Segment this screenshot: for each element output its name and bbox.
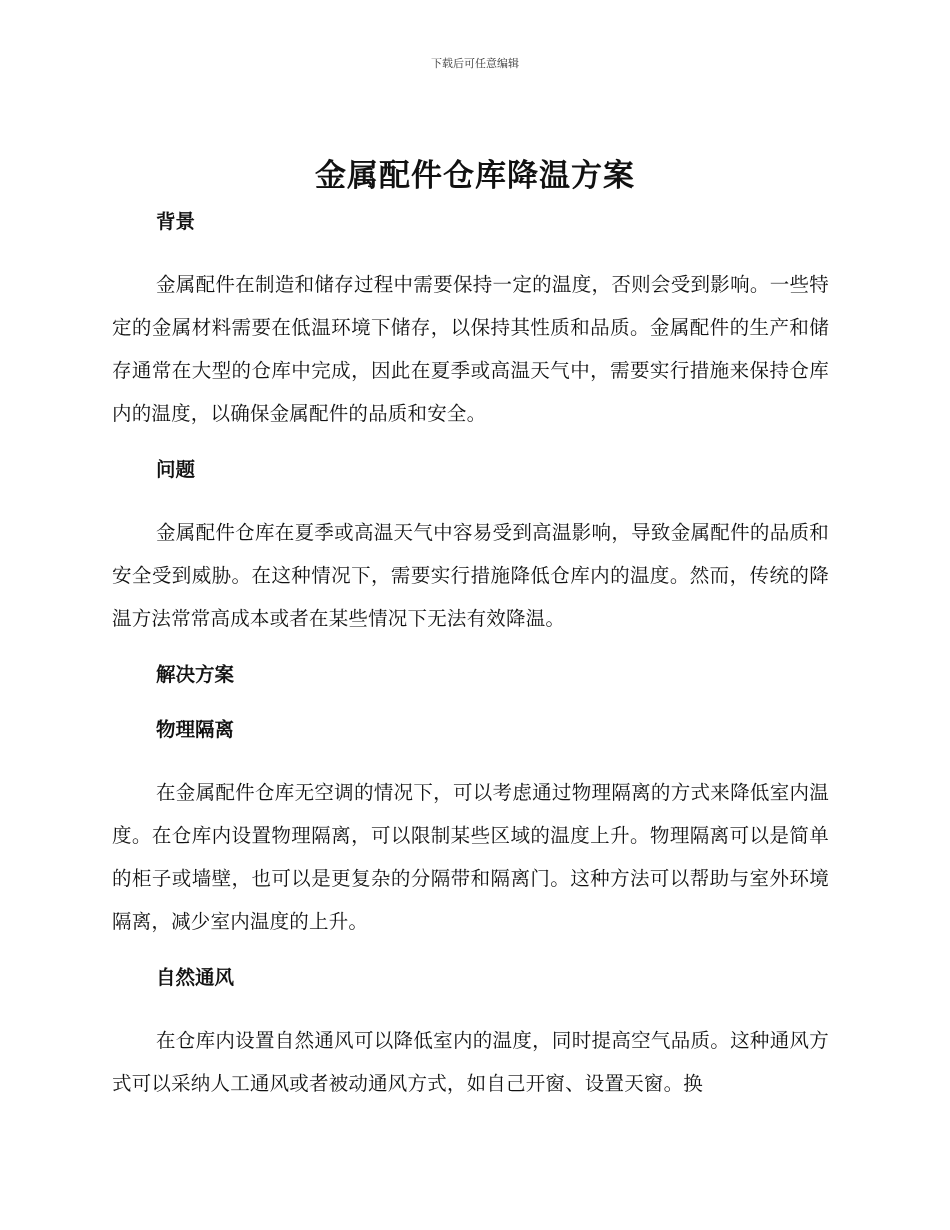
subsection-heading-natural-ventilation: 自然通风 (156, 966, 235, 989)
subsection-heading-physical-isolation: 物理隔离 (156, 718, 235, 741)
subsection-text-natural-ventilation: 在仓库内设置自然通风可以降低室内的温度，同时提高空气品质。这种通风方式可以采纳人工通风或者被动通风方式，如自己开窗、设置天窗。换 (112, 1029, 829, 1095)
page-header-note: 下载后可任意编辑 (431, 57, 519, 70)
section-text-background: 金属配件在制造和储存过程中需要保持一定的温度，否则会受到影响。一些特定的金属材料需要在低温环境下储存，以保持其性质和品质。金属配件的生产和储存通常在大型的仓库中完成，因此在夏季或高温天气中，需要实行措施来保持仓库内的温度，以确保金属配件的品质和安全。 (112, 273, 829, 425)
section-heading-background: 背景 (156, 210, 196, 233)
document-body (112, 200, 829, 1105)
document-title: 金属配件仓库降温方案 (315, 158, 635, 194)
section-heading-problem: 问题 (156, 458, 196, 481)
section-heading-solution: 解决方案 (156, 663, 235, 686)
subsection-text-physical-isolation: 在金属配件仓库无空调的情况下，可以考虑通过物理隔离的方式来降低室内温度。在仓库内设置物理隔离，可以限制某些区域的温度上升。物理隔离可以是简单的柜子或墙壁，也可以是更复杂的分隔带和隔离门。这种方法可以帮助与室外环境隔离，减少室内温度的上升。 (112, 781, 829, 933)
section-text-problem: 金属配件仓库在夏季或高温天气中容易受到高温影响，导致金属配件的品质和安全受到威胁。在这种情况下，需要实行措施降低仓库内的温度。然而，传统的降温方法常常高成本或者在某些情况下无法有效降温。 (112, 521, 829, 630)
